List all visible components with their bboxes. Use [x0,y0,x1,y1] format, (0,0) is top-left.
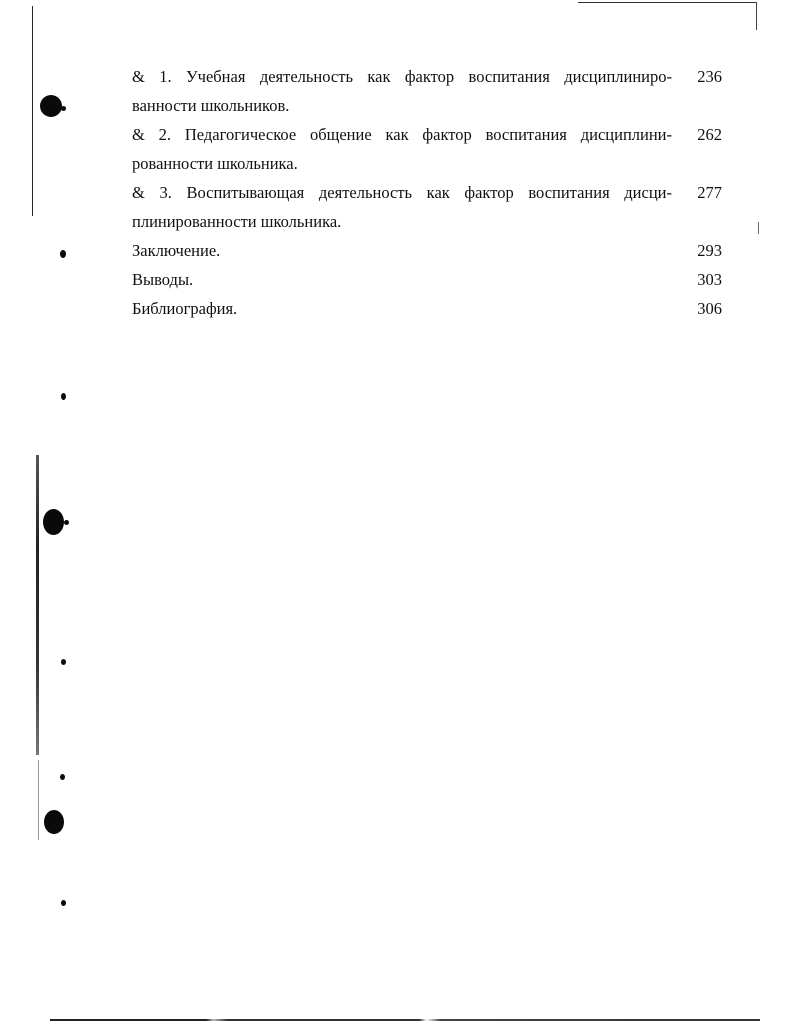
toc-entry-line: & 1. Учебная деятельность как фактор воспитания дисциплиниро- [132,67,672,86]
scan-edge-line [36,455,39,755]
toc-entry [132,120,722,178]
scan-edge-line [38,760,39,840]
toc-entry-line: Библиография. [132,299,238,318]
punch-hole-mark [61,900,66,906]
toc-entry [132,236,722,265]
toc-entry-line: & 2. Педагогическое общение как фактор воспитания дисциплини- [132,125,672,144]
toc-entry [132,265,722,294]
toc-page-number: 277 [697,183,722,202]
toc-entry-title [132,265,672,294]
toc-entry-line: плинированности школьника. [132,212,342,231]
scan-bottom-rule [50,1019,760,1021]
toc-entry-line: рованности школьника. [132,154,298,173]
punch-hole-mark [60,774,65,780]
punch-hole-mark [44,810,64,834]
scan-edge-mark [756,2,757,30]
table-of-contents [132,62,722,323]
scan-edge-mark [758,222,759,234]
punch-hole-mark [61,659,66,665]
scan-top-rule [578,2,756,3]
toc-entry-title [132,294,672,323]
toc-entry-title [132,120,672,178]
scan-edge-line [32,6,33,216]
toc-entry [132,62,722,120]
toc-entry-line: ванности школьников. [132,96,290,115]
toc-page-number: 306 [697,299,722,318]
toc-page-number: 293 [697,241,722,260]
punch-hole-mark [40,95,62,117]
toc-entry-title [132,178,672,236]
punch-hole-mark [61,393,66,400]
toc-page-number: 303 [697,270,722,289]
toc-page-number: 236 [697,67,722,86]
toc-entry-title [132,236,672,265]
toc-entry-title [132,62,672,120]
toc-entry-line: & 3. Воспитывающая деятельность как фактор воспитания дисци- [132,183,672,202]
toc-page-number: 262 [697,125,722,144]
toc-entry-line: Заключение. [132,241,221,260]
punch-hole-mark [60,250,66,258]
toc-entry [132,178,722,236]
punch-hole-mark [61,106,66,111]
toc-entry-line: Выводы. [132,270,194,289]
punch-hole-mark [64,520,69,525]
toc-entry [132,294,722,323]
punch-hole-mark [43,509,64,535]
